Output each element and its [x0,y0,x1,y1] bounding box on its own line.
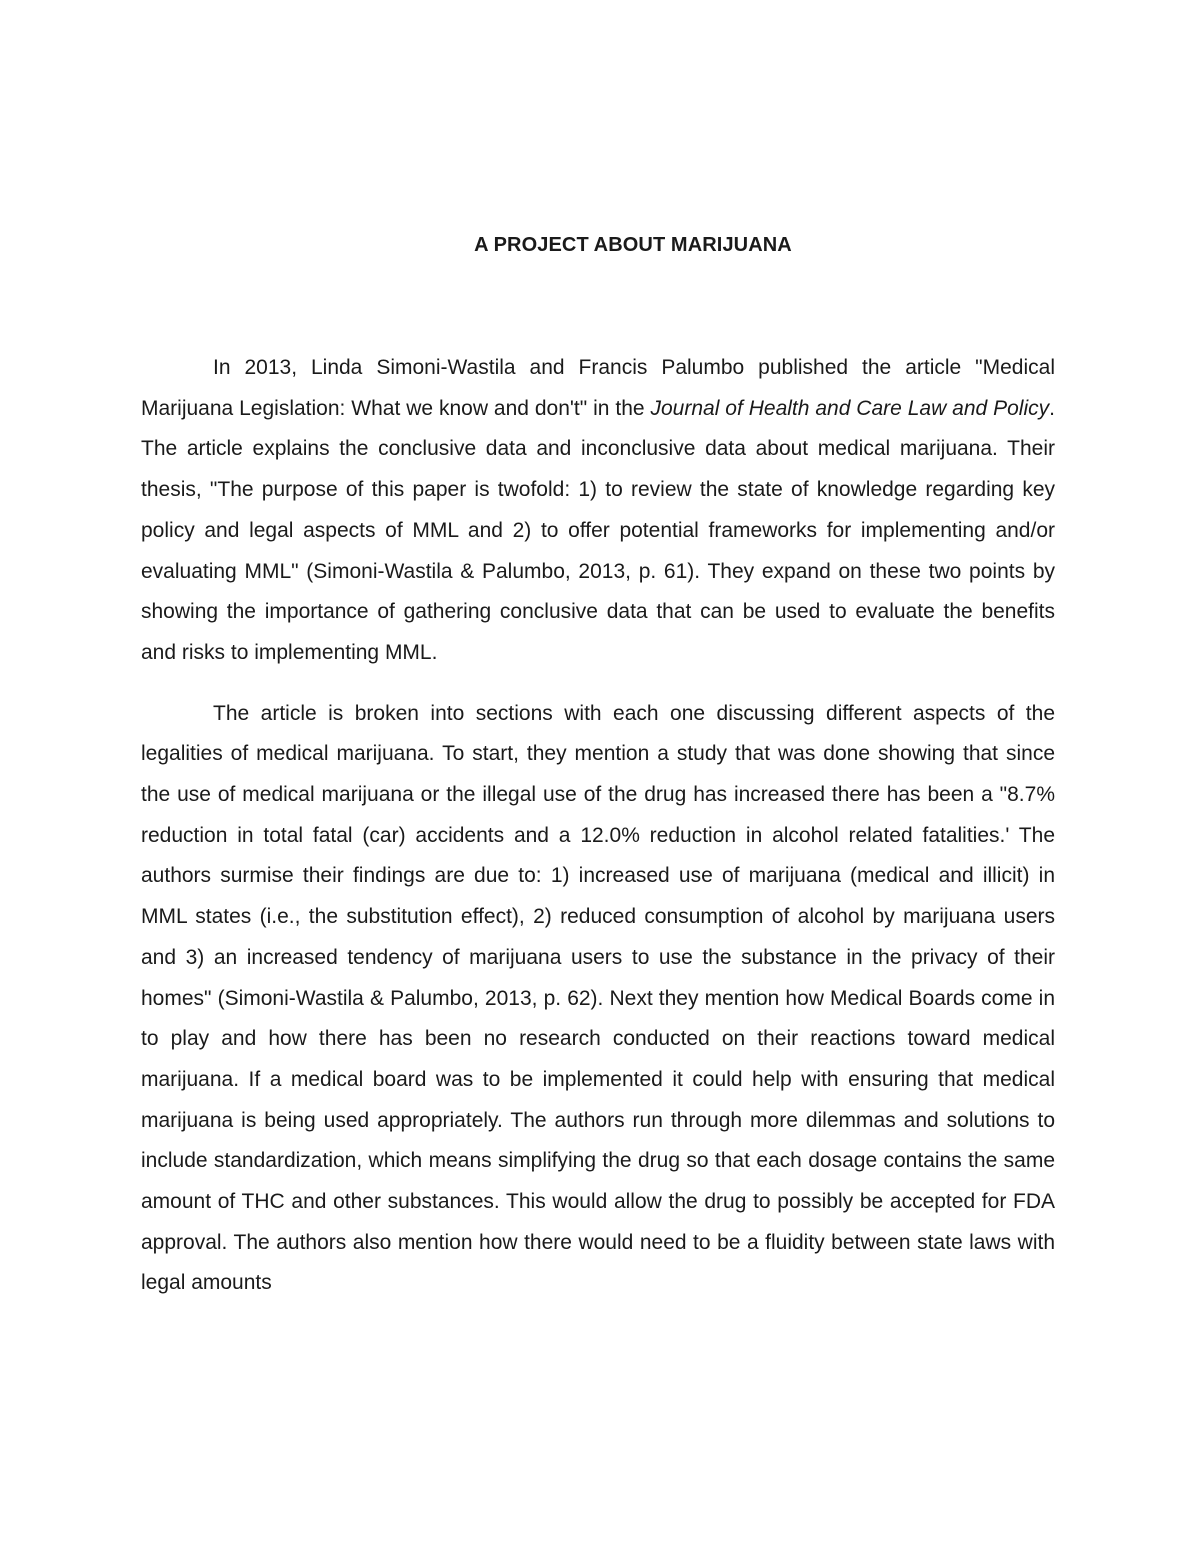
paragraph-1-text-end: . The article explains the conclusive data and inconclusive data about medical marijuana. Their thesis, "The purpose of this paper is twofold: 1) to review the state of knowledge regarding key policy and legal aspects of MML and 2) to offer potential frameworks for implementing and/or evaluating MML" (Simoni-Wastila & Palumbo, 2013, p. 61). They expand on these two points by showing the importance of gathering conclusive data that can be used to evaluate the benefits and risks to implementing MML. [141,396,1055,664]
journal-title: Journal of Health and Care Law and Policy [650,396,1050,420]
document-title: A PROJECT ABOUT MARIJUANA [474,234,792,256]
paragraph-1-text-start: In 2013, Linda Simoni-Wastila and Francis Palumbo published the article "Medical Marijuana Legislation: What we know and don't" in the [141,356,1055,420]
paragraph-1 [141,348,1055,674]
paragraph-2: The article is broken into sections with each one discussing different aspects of the legalities of medical marijuana. To start, they mention a study that was done showing that since the use of medical marijuana or the illegal use of the drug has increased there has been a "8.7% reduction in total fatal (car) accidents and a 12.0% reduction in alcohol related fatalities.' The authors surmise their findings are due to: 1) increased use of marijuana (medical and illicit) in MML states (i.e., the substitution effect), 2) reduced consumption of alcohol by marijuana users and 3) an increased tendency of marijuana users to use the substance in the privacy of their homes" (Simoni-Wastila & Palumbo, 2013, p. 62). Next they mention how Medical Boards come in to play and how there has been no research conducted on their reactions toward medical marijuana. If a medical board was to be implemented it could help with ensuring that medical marijuana is being used appropriately. The authors run through more dilemmas and solutions to include standardization, which means simplifying the drug so that each dosage contains the same amount of THC and other substances. This would allow the drug to possibly be accepted for FDA approval. The authors also mention how there would need to be a fluidity between state laws with legal amounts [141,701,1055,1295]
document-body [141,348,1055,1304]
